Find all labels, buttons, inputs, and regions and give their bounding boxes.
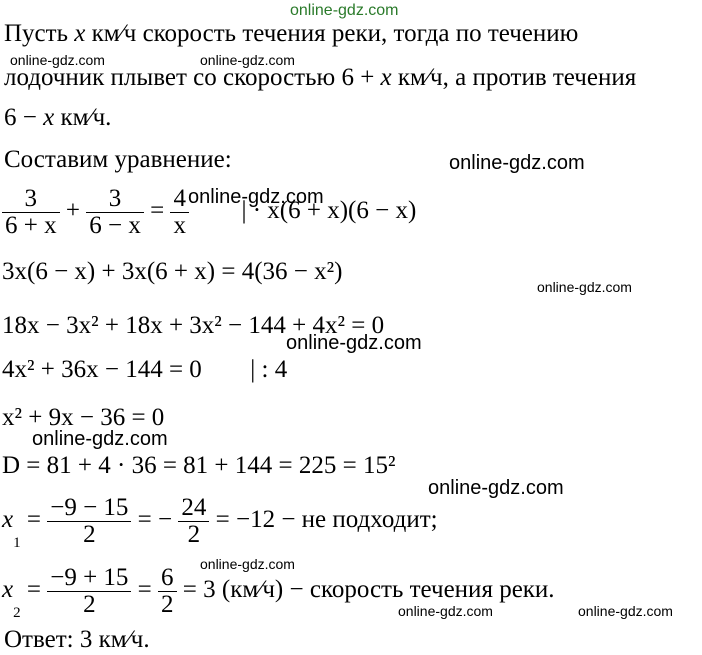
text: лодочник плывет со скоростью — [4, 64, 342, 91]
operator: = − — [137, 506, 173, 534]
text: , а против течения — [442, 64, 637, 91]
text: скорость течения реки, тогда по течению — [136, 20, 579, 47]
text: Пусть — [4, 20, 75, 47]
subscript: 1 — [13, 535, 21, 551]
result: = −12 − не подходит; — [215, 506, 438, 534]
watermark: online-gdz.com — [578, 603, 673, 619]
unit: км⁄ч — [391, 64, 443, 91]
fraction — [2, 186, 60, 239]
watermark: online-gdz.com — [200, 556, 295, 572]
equation-1 — [2, 186, 416, 239]
variable-x: x — [43, 104, 55, 131]
variable-x: x — [74, 20, 86, 47]
equation-intro: Составим уравнение: — [4, 146, 232, 173]
variable-x: x — [2, 506, 14, 534]
operator: = — [150, 197, 165, 225]
equation-3: 18x − 3x² + 18x + 3x² − 144 + 4x² = 0 — [2, 312, 385, 339]
numerator: 3 — [86, 186, 144, 213]
watermark: online-gdz.com — [188, 186, 324, 208]
watermark: online-gdz.com — [286, 332, 422, 354]
intro-line-1 — [4, 20, 578, 48]
fraction — [158, 565, 177, 618]
expr: 4x² + 36x − 144 = 0 — [2, 356, 202, 383]
numerator: 6 — [158, 565, 177, 592]
denominator: 2 — [83, 521, 96, 548]
denominator: 2 — [187, 521, 201, 548]
divider: | : 4 — [250, 356, 288, 383]
denominator: 2 — [161, 591, 174, 618]
fraction — [47, 565, 131, 618]
denominator: 2 — [83, 591, 96, 618]
multiplier: | · x(6 + x)(6 − x) — [241, 197, 417, 225]
operator: = — [26, 506, 41, 534]
operator: = — [26, 576, 41, 604]
watermark: online-gdz.com — [428, 477, 564, 499]
operator: + — [65, 197, 80, 225]
root-x1 — [2, 494, 438, 551]
numerator: 24 — [178, 495, 209, 522]
watermark: online-gdz.com — [449, 152, 585, 174]
variable-x: x — [2, 576, 14, 604]
intro-line-3 — [4, 104, 111, 132]
fraction — [86, 186, 144, 239]
watermark: online-gdz.com — [398, 603, 493, 619]
fraction — [178, 495, 209, 548]
watermark: online-gdz.com — [537, 279, 632, 295]
denominator: 6 − x — [89, 212, 141, 239]
watermark: online-gdz.com — [10, 52, 105, 68]
variable-x: x — [380, 64, 392, 91]
watermark: online-gdz.com — [200, 52, 295, 68]
fraction — [170, 186, 189, 239]
numerator: 3 — [2, 186, 60, 213]
watermark-top: online-gdz.com — [290, 2, 399, 19]
watermark: online-gdz.com — [32, 428, 168, 450]
equation-5: x² + 9x − 36 = 0 — [2, 404, 165, 431]
answer: Ответ: 3 км⁄ч. — [4, 626, 150, 653]
numerator: −9 − 15 — [47, 495, 131, 522]
operator: = — [137, 576, 152, 604]
numerator: −9 + 15 — [47, 565, 131, 592]
unit: км⁄ч. — [54, 104, 112, 131]
unit: км⁄ч — [85, 20, 137, 47]
discriminant: D = 81 + 4 · 36 = 81 + 144 = 225 = 15² — [2, 452, 396, 479]
denominator: x — [173, 212, 186, 239]
result: = 3 (км⁄ч) − скорость течения реки. — [182, 576, 555, 604]
numerator: 4 — [170, 186, 189, 213]
intro-line-2 — [4, 64, 636, 92]
subscript: 2 — [13, 605, 21, 621]
denominator: 6 + x — [5, 212, 57, 239]
equation-2: 3x(6 − x) + 3x(6 + x) = 4(36 − x²) — [2, 258, 343, 285]
fraction — [47, 495, 131, 548]
equation-4 — [2, 356, 287, 384]
expr: 6 + — [341, 64, 381, 91]
expr: 6 − — [4, 104, 44, 131]
